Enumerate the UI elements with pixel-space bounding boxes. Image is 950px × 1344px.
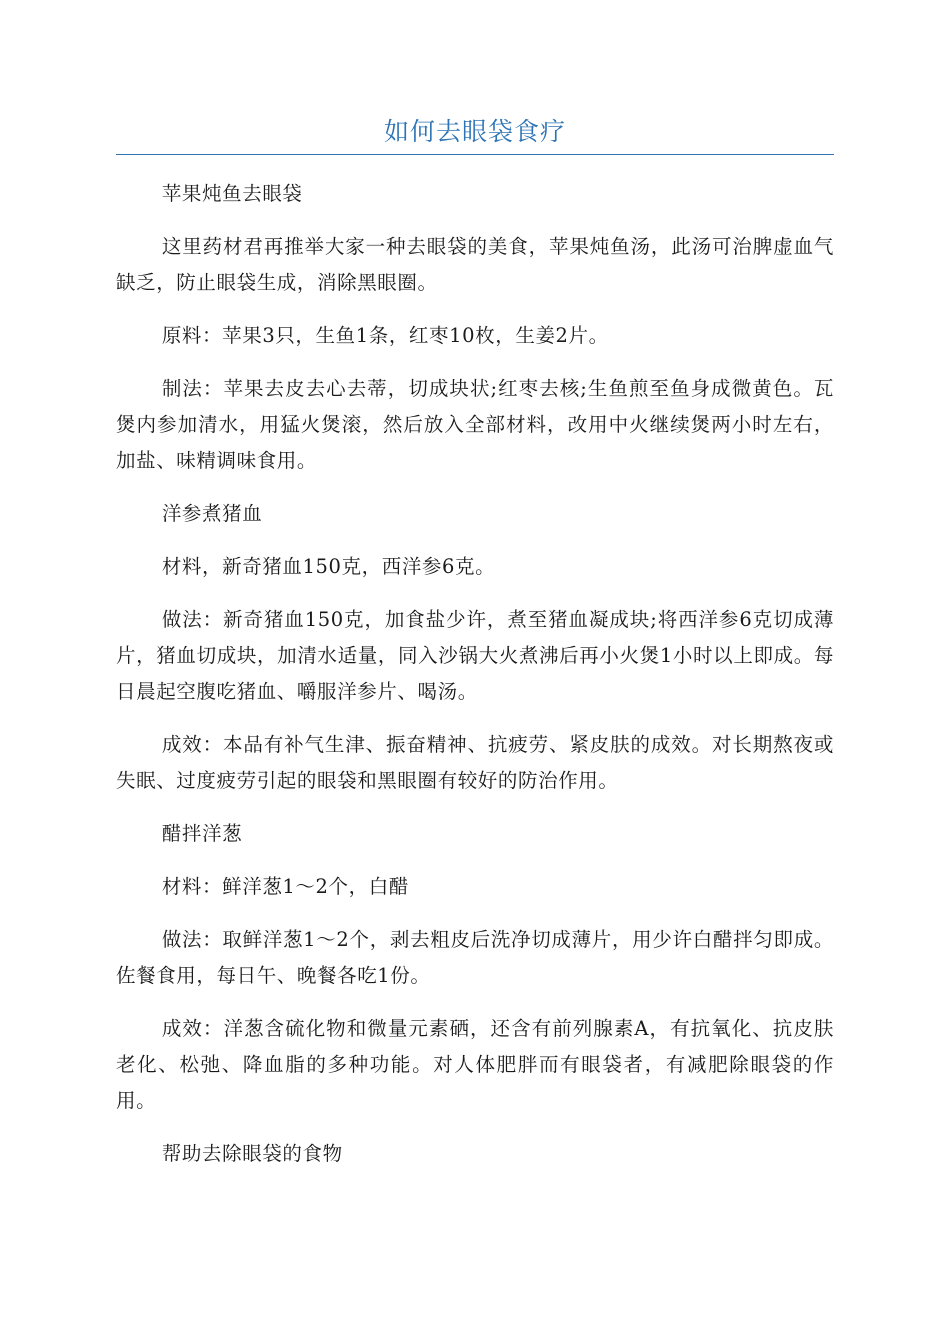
paragraph-intro: 这里药材君再推举大家一种去眼袋的美食，苹果炖鱼汤，此汤可治脾虚血气缺乏，防止眼袋生成，消除黑眼圈。 — [116, 235, 834, 294]
section-heading-vinegar-onion: 醋拌洋葱 — [161, 822, 243, 845]
paragraph-preparation: 做法：新奇猪血150克，加食盐少许，煮至猪血凝成块;将西洋参6克切成薄片，猪血切成块，加清水适量，同入沙锅大火煮沸后再小火煲1小时以上即成。每日晨起空腹吃猪血、嚼服洋参片、喝汤。 — [116, 608, 834, 703]
paragraph-onion-preparation: 做法：取鲜洋葱1～2个，剥去粗皮后洗净切成薄片，用少许白醋拌匀即成。佐餐食用，每日午、晚餐各吃1份。 — [116, 928, 834, 987]
paragraph-onion-materials: 材料：鲜洋葱1～2个，白醋 — [161, 875, 409, 898]
document-body — [116, 176, 834, 1189]
paragraph-onion-effect: 成效：洋葱含硫化物和微量元素硒，还含有前列腺素A，有抗氧化、抗皮肤老化、松弛、降血脂的多种功能。对人体肥胖而有眼袋者，有减肥除眼袋的作用。 — [116, 1017, 834, 1112]
title-underline — [116, 154, 834, 155]
paragraph-materials: 材料，新奇猪血150克，西洋参6克。 — [161, 555, 496, 578]
paragraph-method: 制法：苹果去皮去心去蒂，切成块状;红枣去核;生鱼煎至鱼身成微黄色。瓦煲内参加清水，用猛火煲滚，然后放入全部材料，改用中火继续煲两小时左右，加盐、味精调味食用。 — [116, 377, 834, 472]
section-heading-helpful-foods: 帮助去除眼袋的食物 — [161, 1142, 343, 1165]
paragraph-effect: 成效：本品有补气生津、振奋精神、抗疲劳、紧皮肤的成效。对长期熬夜或失眠、过度疲劳引起的眼袋和黑眼圈有较好的防治作用。 — [116, 733, 834, 792]
document-title: 如何去眼袋食疗 — [383, 117, 566, 146]
section-heading-ginseng-blood: 洋参煮猪血 — [161, 502, 263, 525]
section-heading-apple-fish: 苹果炖鱼去眼袋 — [161, 182, 303, 205]
paragraph-ingredients: 原料：苹果3只，生鱼1条，红枣10枚，生姜2片。 — [161, 324, 609, 347]
